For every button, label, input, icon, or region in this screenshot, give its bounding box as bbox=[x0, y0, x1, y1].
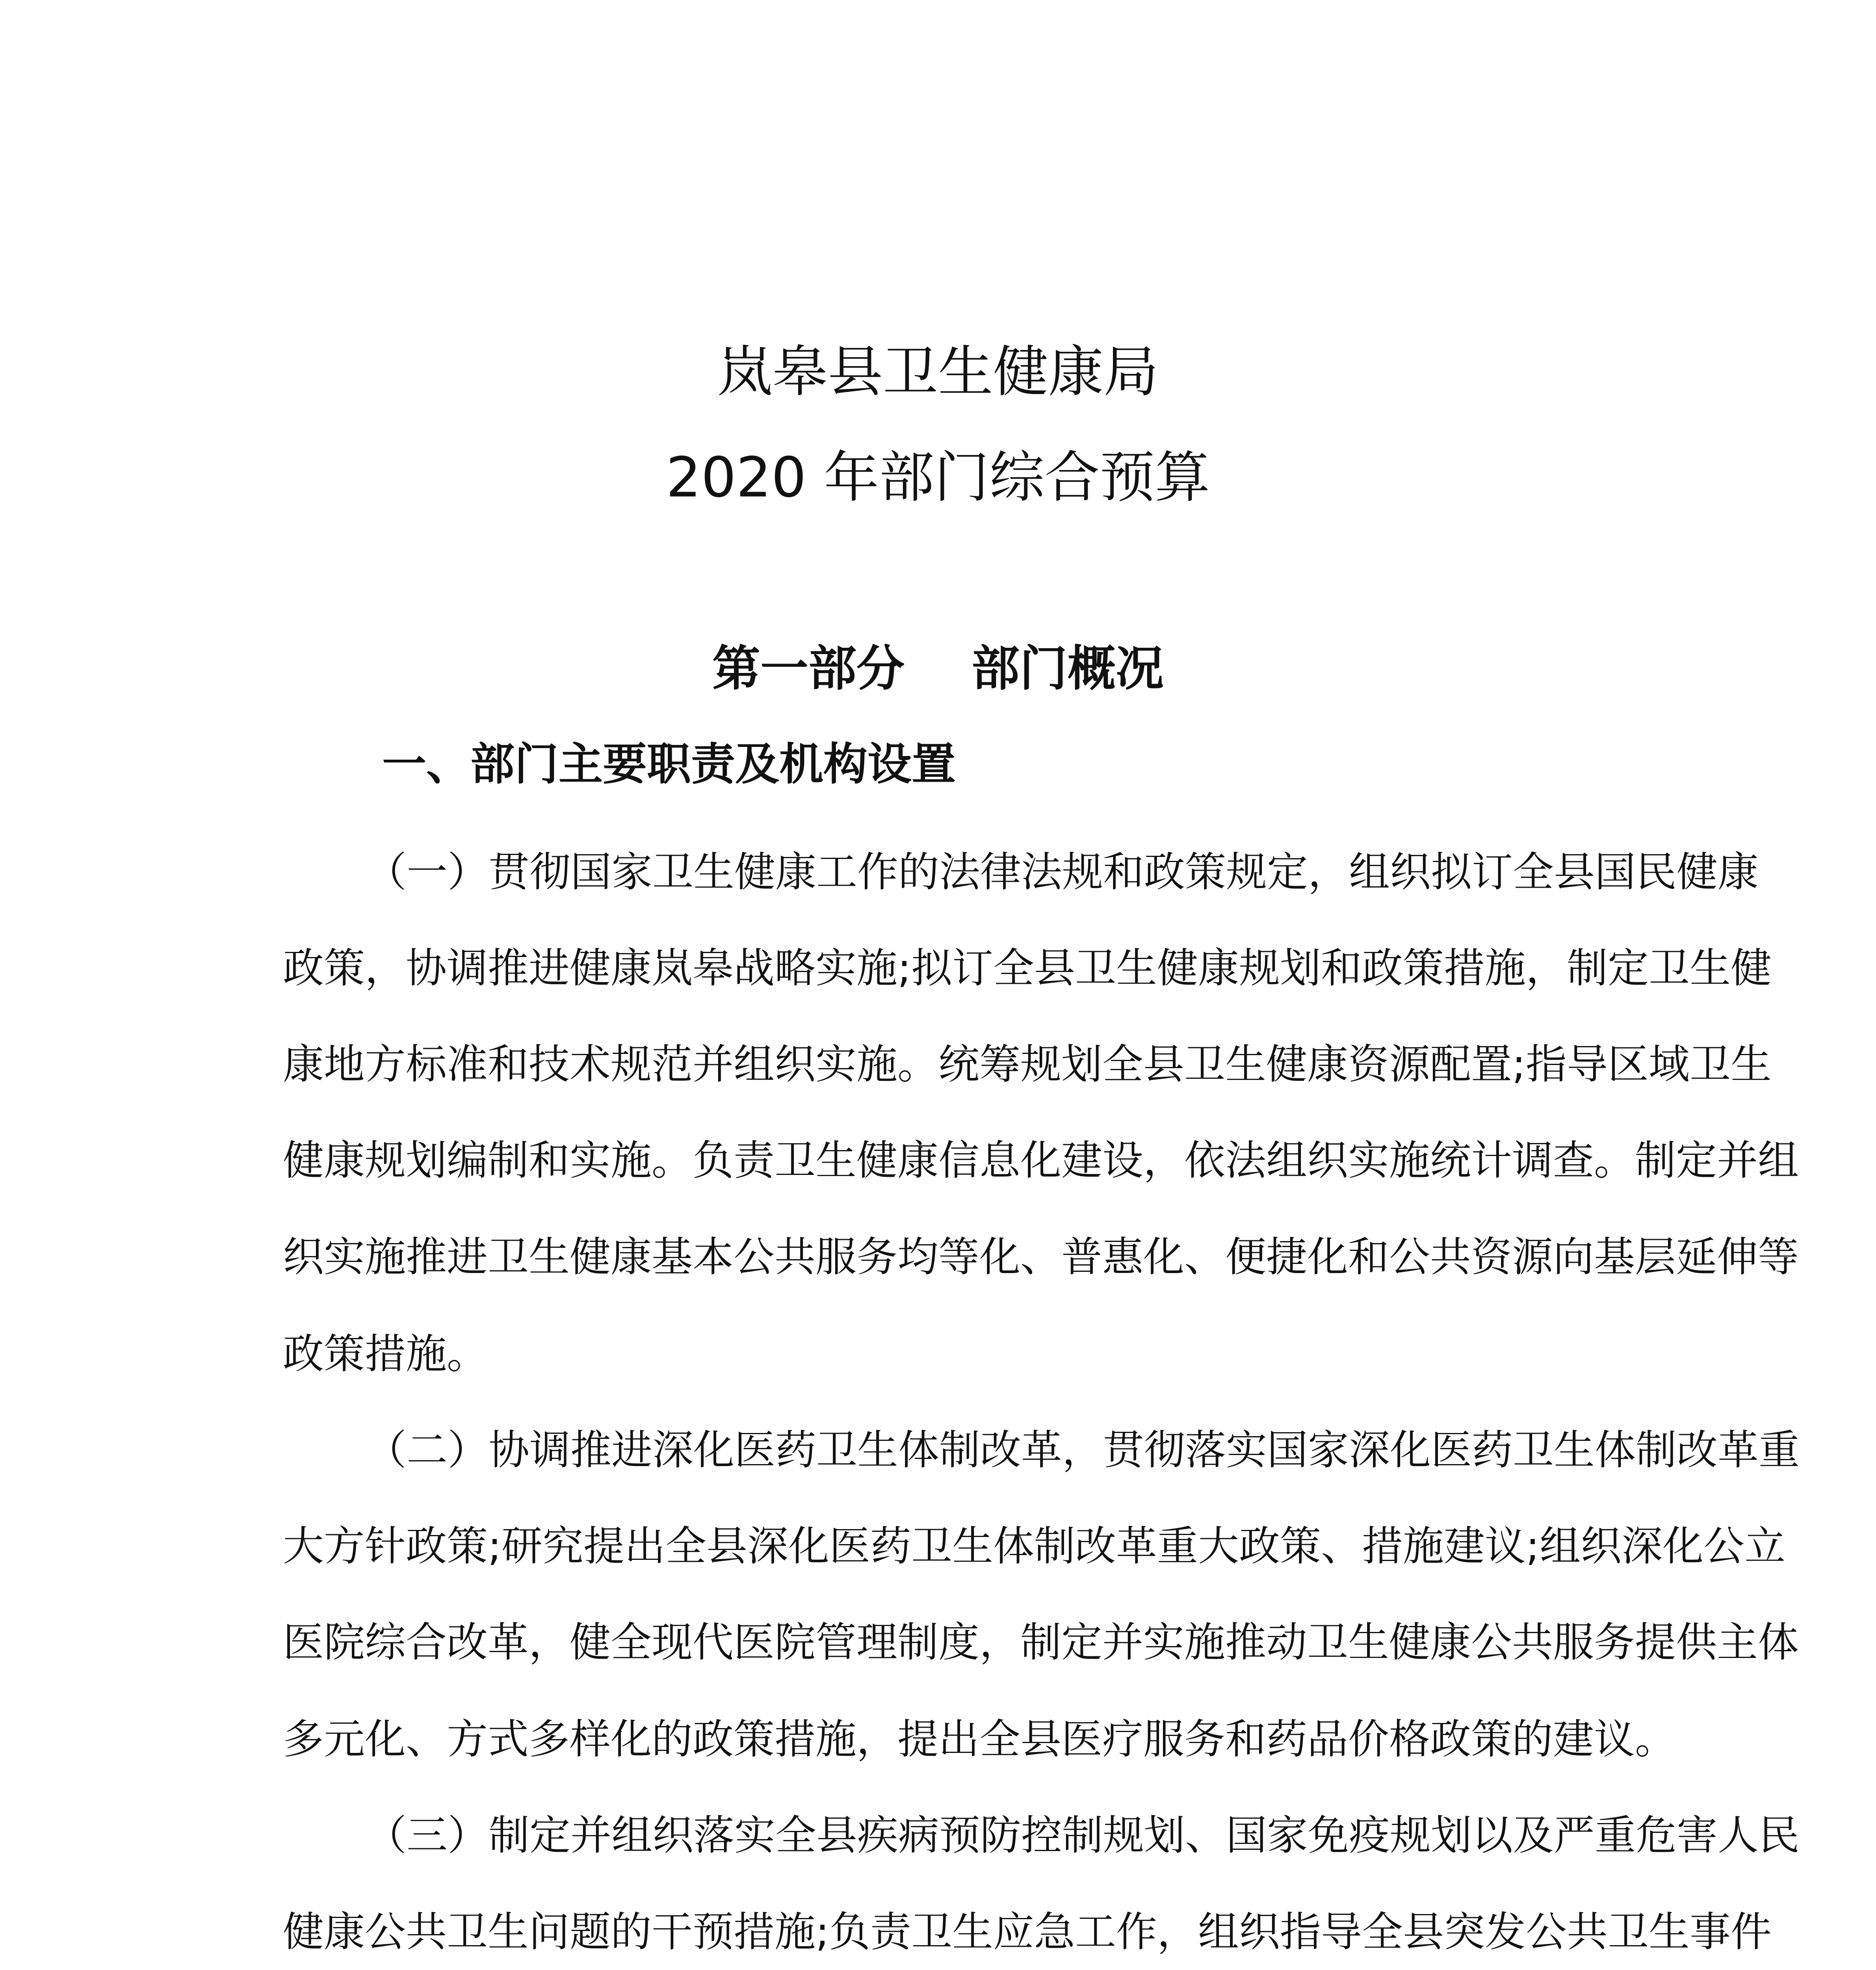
paragraph-line: （三）制定并组织落实全县疾病预防控制规划、国家免疫规划以及严重危害人民 bbox=[366, 1811, 1800, 1859]
paragraph-line: 健康公共卫生问题的干预措施;负责卫生应急工作，组织指导全县突发公共卫生事件 bbox=[283, 1908, 1772, 1956]
paragraph-line: 政策，协调推进健康岚皋战略实施;拟订全县卫生健康规划和政策措施，制定卫生健 bbox=[283, 944, 1772, 992]
document-title-line-1: 岚皋县卫生健康局 bbox=[717, 340, 1159, 404]
paragraph-line: （二）协调推进深化医药卫生体制改革，贯彻落实国家深化医药卫生体制改革重 bbox=[366, 1426, 1800, 1474]
paragraph-line: 政策措施。 bbox=[283, 1330, 488, 1378]
paragraph-line: 康地方标准和技术规范并组织实施。统筹规划全县卫生健康资源配置;指导区域卫生 bbox=[283, 1040, 1772, 1088]
part-heading: 第一部分 部门概况 bbox=[712, 641, 1164, 697]
paragraph-line: （一）贯彻国家卫生健康工作的法律法规和政策规定，组织拟订全县国民健康 bbox=[366, 848, 1759, 896]
section-heading: 一、部门主要职责及机构设置 bbox=[382, 739, 956, 790]
paragraph-line: 大方针政策;研究提出全县深化医药卫生体制改革重大政策、措施建议;组织深化公立 bbox=[283, 1522, 1786, 1570]
document-title-line-2: 2020 年部门综合预算 bbox=[666, 446, 1210, 510]
paragraph-line: 多元化、方式多样化的政策措施，提出全县医疗服务和药品价格政策的建议。 bbox=[283, 1715, 1676, 1763]
paragraph-line: 健康规划编制和实施。负责卫生健康信息化建设，依法组织实施统计调查。制定并组 bbox=[283, 1136, 1799, 1184]
paragraph-line: 织实施推进卫生健康基本公共服务均等化、普惠化、便捷化和公共资源向基层延伸等 bbox=[283, 1233, 1799, 1281]
paragraph-line: 医院综合改革，健全现代医院管理制度，制定并实施推动卫生健康公共服务提供主体 bbox=[283, 1618, 1799, 1666]
